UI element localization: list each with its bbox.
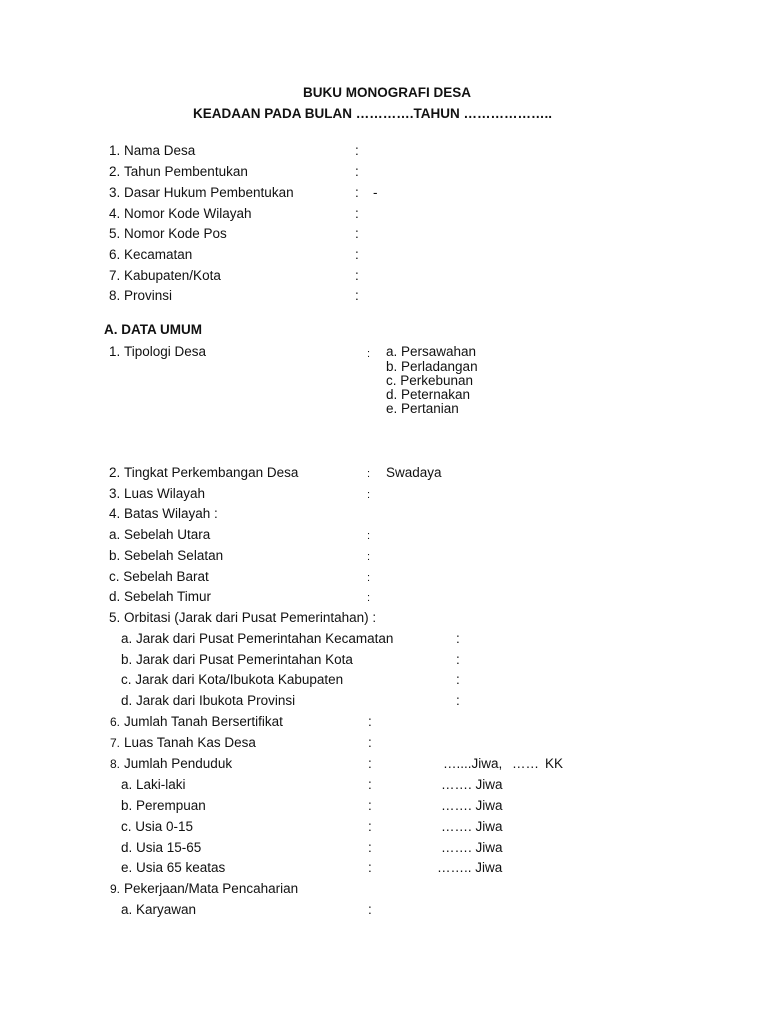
list-item-number: 1. — [109, 344, 121, 359]
separator: : — [456, 631, 460, 646]
separator: : — [355, 247, 359, 262]
list-item-number: 1. — [109, 143, 121, 158]
batas-selatan-label: b. Sebelah Selatan — [109, 548, 224, 563]
separator: : — [368, 819, 372, 834]
kecamatan-label: Kecamatan — [124, 247, 193, 262]
separator: : — [368, 840, 372, 855]
penduduk-kk-label: KK — [545, 756, 564, 771]
provinsi-label: Provinsi — [124, 288, 173, 303]
separator: : — [368, 735, 372, 750]
document-title: BUKU MONOGRAFI DESA — [303, 85, 471, 100]
tipologi-label: Tipologi Desa — [124, 344, 207, 359]
separator: : — [368, 798, 372, 813]
list-item-number: 8. — [109, 288, 121, 303]
usia-65-keatas-value: …….. Jiwa — [437, 860, 503, 875]
tipologi-option: a. Persawahan — [386, 344, 477, 359]
penduduk-kk-dots: …… — [512, 756, 539, 771]
usia-0-15-value: ……. Jiwa — [441, 819, 503, 834]
separator: : — [355, 206, 359, 221]
batas-wilayah-label: 4. Batas Wilayah : — [109, 506, 218, 521]
penduduk-jiwa-value: …....Jiwa, — [443, 756, 503, 771]
kabupaten-kota-label: Kabupaten/Kota — [124, 268, 221, 283]
batas-utara-label: a. Sebelah Utara — [109, 527, 211, 542]
dasar-hukum-label: Dasar Hukum Pembentukan — [124, 185, 294, 200]
separator: : — [367, 592, 371, 604]
tingkat-perkembangan-value: Swadaya — [386, 465, 442, 480]
separator: : — [368, 902, 372, 917]
list-item-number: 7. — [109, 268, 121, 283]
list-item-number: 2. — [109, 465, 121, 480]
separator: : — [355, 143, 359, 158]
separator: : — [368, 860, 372, 875]
list-item-number: 7. — [110, 736, 121, 750]
separator: : — [368, 714, 372, 729]
separator: : — [355, 185, 359, 200]
tipologi-option: e. Pertanian — [386, 401, 459, 416]
usia-15-65-value: ……. Jiwa — [441, 840, 503, 855]
separator: : — [456, 693, 460, 708]
pekerjaan-label: Pekerjaan/Mata Pencaharian — [124, 881, 299, 896]
separator: : — [367, 489, 371, 501]
orbitasi-label: 5. Orbitasi (Jarak dari Pusat Pemerintahan) : — [109, 610, 377, 625]
tanah-bersertifikat-label: Jumlah Tanah Bersertifikat — [124, 714, 283, 729]
nama-desa-label: Nama Desa — [124, 143, 196, 158]
separator: : — [367, 572, 371, 584]
laki-laki-label: a. Laki-laki — [121, 777, 186, 792]
usia-0-15-label: c. Usia 0-15 — [121, 819, 194, 834]
luas-wilayah-label: Luas Wilayah — [124, 486, 206, 501]
separator: : — [355, 268, 359, 283]
list-item-number: 6. — [110, 715, 121, 729]
nomor-kode-pos-label: Nomor Kode Pos — [124, 226, 227, 241]
separator: : — [367, 530, 371, 542]
section-heading: A. DATA UMUM — [104, 322, 202, 337]
document-subtitle: KEADAAN PADA BULAN ………….TAHUN ……………….. — [193, 106, 552, 121]
list-item-number: 3. — [109, 486, 121, 501]
usia-15-65-label: d. Usia 15-65 — [121, 840, 202, 855]
list-item-number: 9. — [110, 882, 121, 896]
separator: : — [456, 652, 460, 667]
dasar-hukum-value: - — [373, 185, 378, 200]
karyawan-label: a. Karyawan — [121, 902, 197, 917]
tipologi-option: c. Perkebunan — [386, 373, 474, 388]
perempuan-label: b. Perempuan — [121, 798, 206, 813]
list-item-number: 2. — [109, 164, 121, 179]
separator: : — [367, 468, 371, 480]
tahun-pembentukan-label: Tahun Pembentukan — [124, 164, 248, 179]
jumlah-penduduk-label: Jumlah Penduduk — [124, 756, 233, 771]
tanah-kas-label: Luas Tanah Kas Desa — [124, 735, 256, 750]
separator: : — [368, 777, 372, 792]
separator: : — [456, 672, 460, 687]
batas-timur-label: d. Sebelah Timur — [109, 589, 212, 604]
laki-laki-value: ……. Jiwa — [441, 777, 503, 792]
perempuan-value: ……. Jiwa — [441, 798, 503, 813]
separator: : — [355, 164, 359, 179]
list-item-number: 3. — [109, 185, 121, 200]
list-item-number: 6. — [109, 247, 121, 262]
nomor-kode-wilayah-label: Nomor Kode Wilayah — [124, 206, 252, 221]
separator: : — [367, 551, 371, 563]
jarak-provinsi-label: d. Jarak dari Ibukota Provinsi — [121, 693, 296, 708]
usia-65-keatas-label: e. Usia 65 keatas — [121, 860, 226, 875]
batas-barat-label: c. Sebelah Barat — [109, 569, 209, 584]
tipologi-option: d. Peternakan — [386, 387, 471, 402]
tipologi-option: b. Perladangan — [386, 359, 478, 374]
jarak-kota-label: b. Jarak dari Pusat Pemerintahan Kota — [121, 652, 353, 667]
list-item-number: 8. — [110, 757, 121, 771]
separator: : — [355, 226, 359, 241]
separator: : — [367, 348, 371, 360]
separator: : — [355, 288, 359, 303]
separator: : — [368, 756, 372, 771]
jarak-kabupaten-label: c. Jarak dari Kota/Ibukota Kabupaten — [121, 672, 344, 687]
list-item-number: 4. — [109, 206, 121, 221]
jarak-kecamatan-label: a. Jarak dari Pusat Pemerintahan Kecamatan — [121, 631, 394, 646]
tingkat-perkembangan-label: Tingkat Perkembangan Desa — [124, 465, 299, 480]
list-item-number: 5. — [109, 226, 121, 241]
